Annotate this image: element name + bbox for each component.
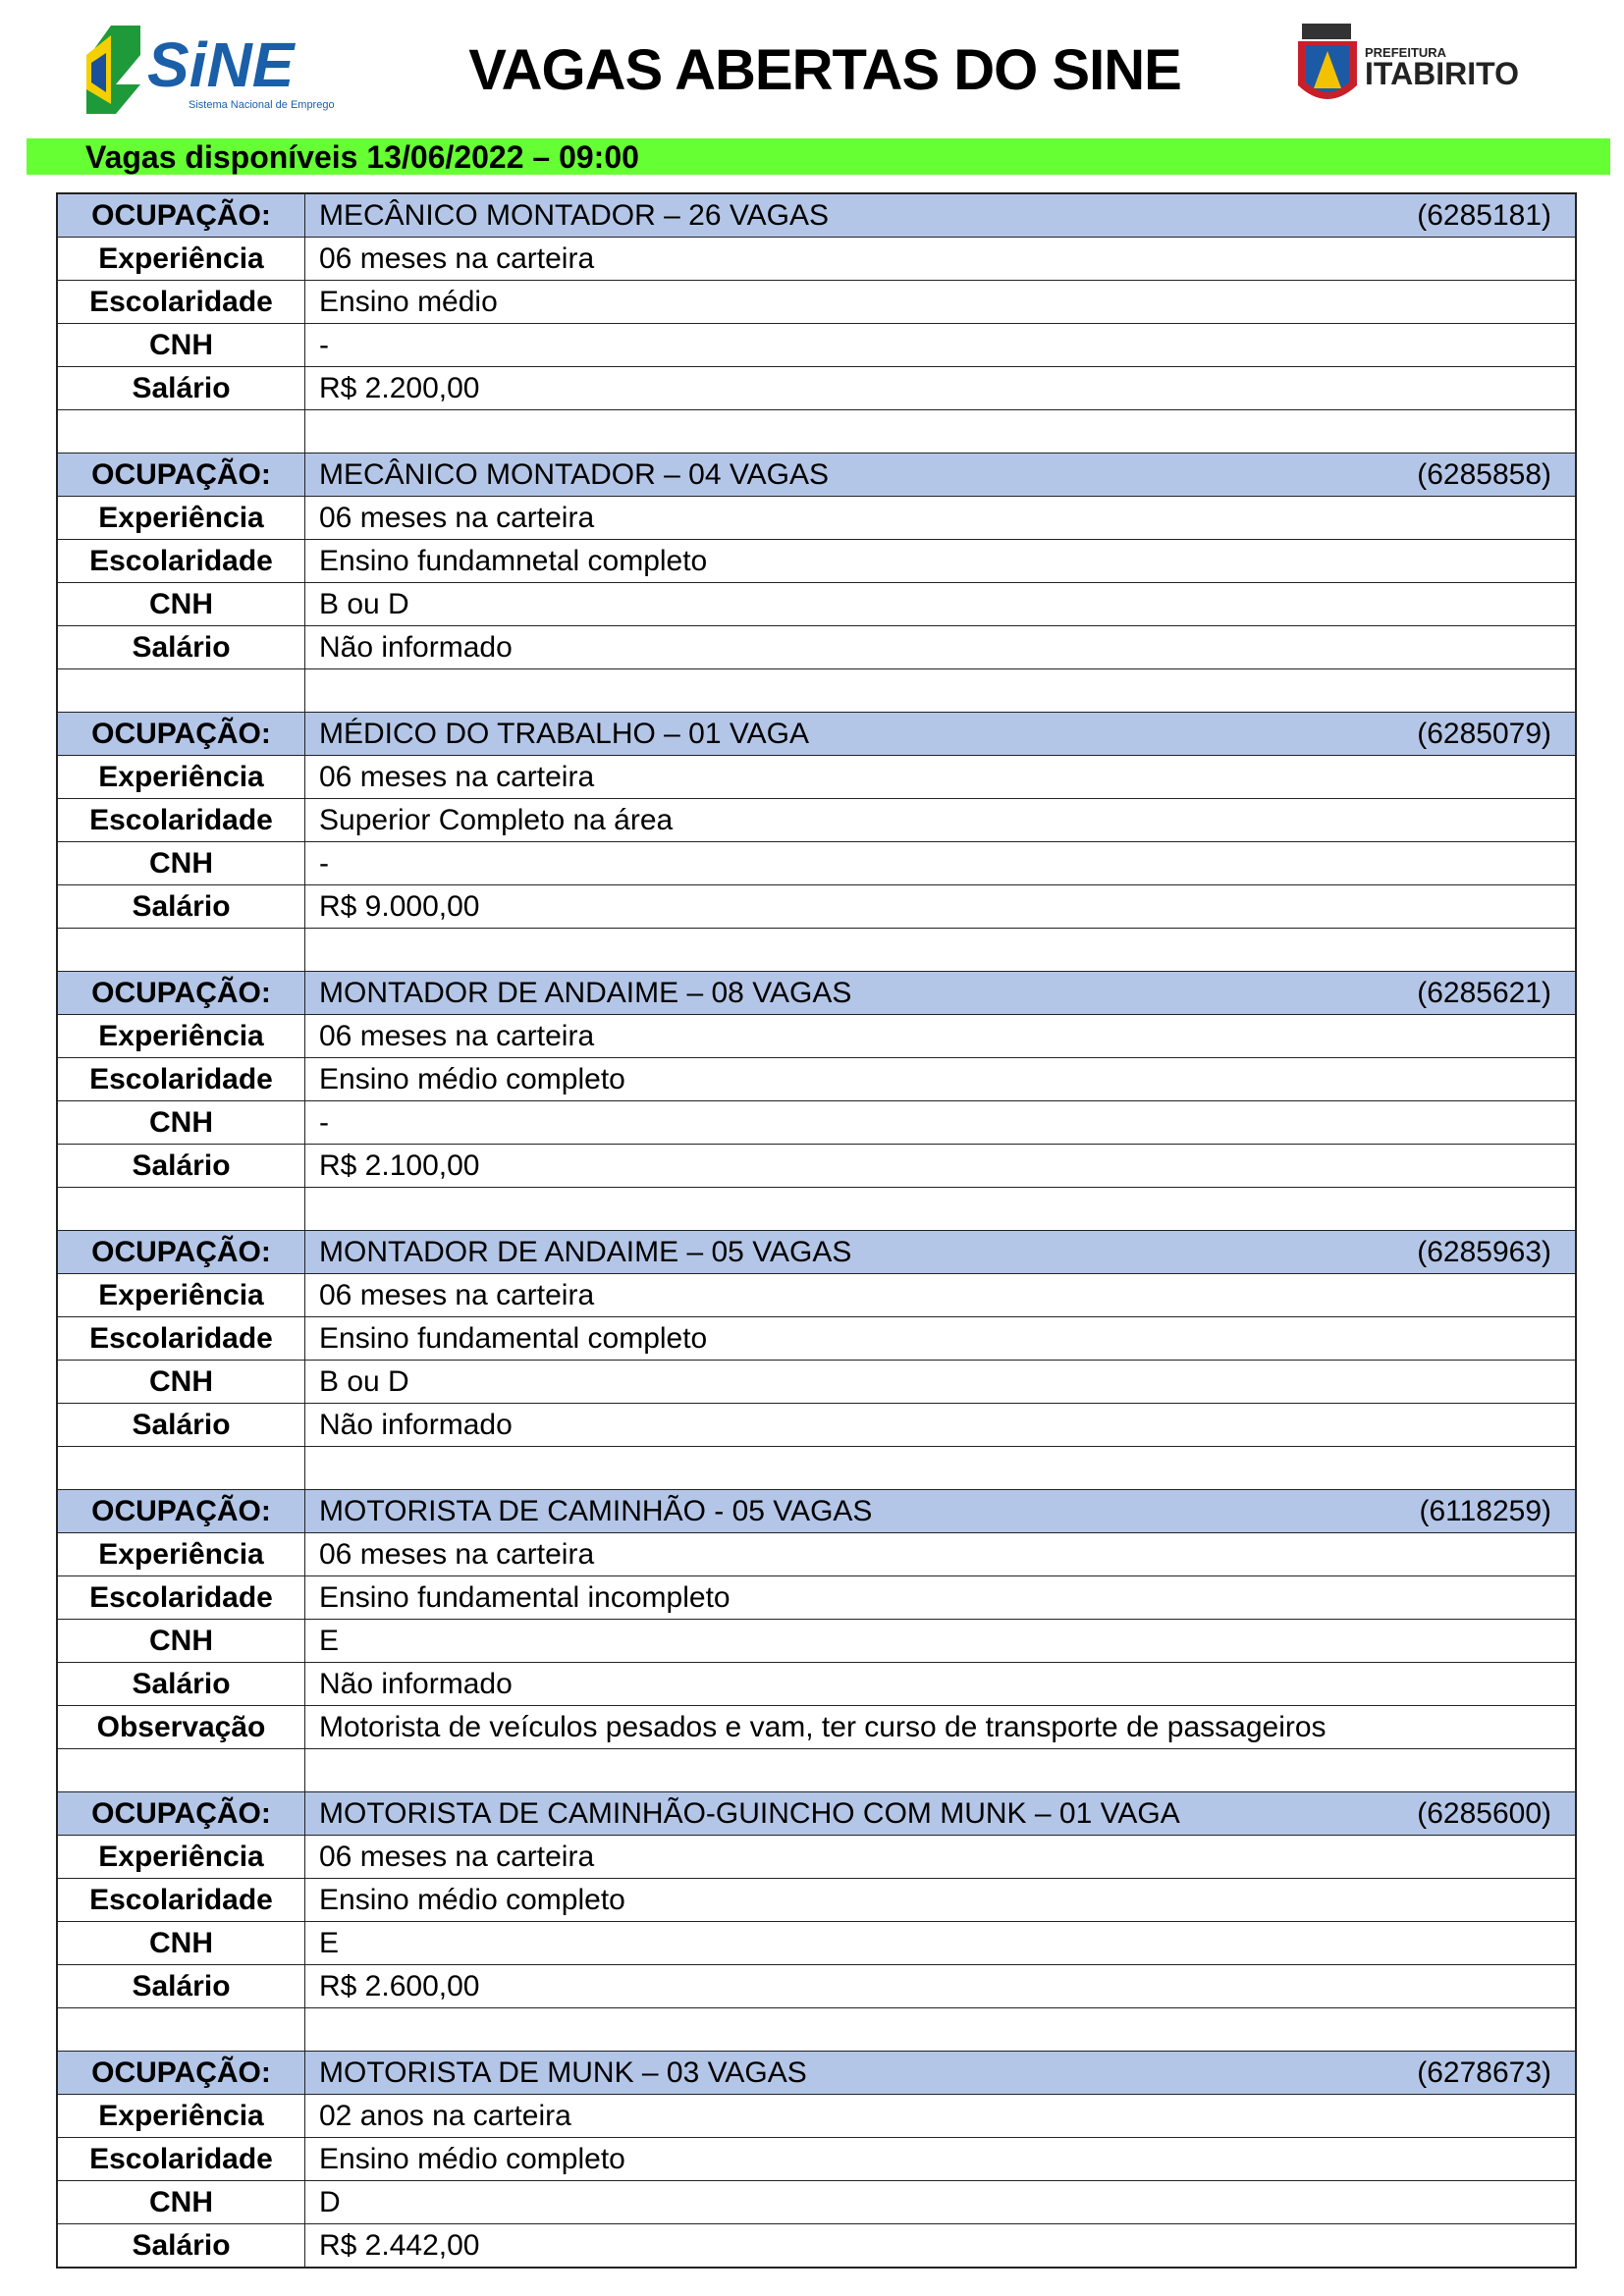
experience-value: 06 meses na carteira <box>305 1533 1577 1576</box>
experience-label: Experiência <box>57 2095 305 2138</box>
spacer-row <box>57 410 1576 454</box>
experience-value: 06 meses na carteira <box>305 497 1577 540</box>
job-occupation-row <box>57 1792 1576 1836</box>
job-license-row <box>57 583 1576 626</box>
license-value: - <box>305 842 1577 885</box>
spacer-cell <box>305 2008 1577 2052</box>
experience-value: 06 meses na carteira <box>305 238 1577 281</box>
spacer-cell <box>57 1188 305 1231</box>
svg-text:PREFEITURA: PREFEITURA <box>1365 45 1447 60</box>
job-salary-row <box>57 885 1576 929</box>
license-label: CNH <box>57 1922 305 1965</box>
experience-label: Experiência <box>57 497 305 540</box>
job-education-row <box>57 2138 1576 2181</box>
experience-value: 06 meses na carteira <box>305 1015 1577 1058</box>
salary-label: Salário <box>57 626 305 669</box>
job-occupation-row <box>57 1490 1576 1533</box>
occupation-cell <box>305 454 1577 497</box>
job-id: (6285079) <box>1417 718 1551 750</box>
sine-logo <box>86 26 361 114</box>
salary-value: Não informado <box>305 626 1577 669</box>
education-value: Ensino fundamental incompleto <box>305 1576 1577 1620</box>
availability-banner <box>27 138 1610 175</box>
job-id: (6285963) <box>1417 1236 1551 1268</box>
salary-label: Salário <box>57 1663 305 1706</box>
availability-date: Vagas disponíveis 13/06/2022 – 09:00 <box>85 139 639 175</box>
job-education-row <box>57 281 1576 324</box>
salary-value: R$ 2.442,00 <box>305 2224 1577 2269</box>
salary-value: R$ 2.200,00 <box>305 367 1577 410</box>
job-experience-row <box>57 497 1576 540</box>
occupation-cell <box>305 713 1577 756</box>
license-label: CNH <box>57 583 305 626</box>
job-title: MONTADOR DE ANDAIME – 05 VAGAS <box>319 1236 852 1268</box>
job-salary-row <box>57 1404 1576 1447</box>
job-salary-row <box>57 1145 1576 1188</box>
svg-text:SiNE: SiNE <box>147 29 295 100</box>
job-license-row <box>57 1361 1576 1404</box>
license-label: CNH <box>57 842 305 885</box>
job-id: (6278673) <box>1417 2056 1551 2089</box>
education-value: Ensino fundamnetal completo <box>305 540 1577 583</box>
experience-label: Experiência <box>57 1015 305 1058</box>
experience-value: 06 meses na carteira <box>305 1274 1577 1317</box>
salary-label: Salário <box>57 2224 305 2269</box>
experience-value: 02 anos na carteira <box>305 2095 1577 2138</box>
job-occupation-row <box>57 2052 1576 2095</box>
job-occupation-row <box>57 1231 1576 1274</box>
experience-label: Experiência <box>57 1533 305 1576</box>
job-experience-row <box>57 756 1576 799</box>
occupation-cell <box>305 193 1577 238</box>
education-label: Escolaridade <box>57 1576 305 1620</box>
occupation-cell <box>305 1231 1577 1274</box>
job-education-row <box>57 1317 1576 1361</box>
job-license-row <box>57 1922 1576 1965</box>
salary-label: Salário <box>57 885 305 929</box>
job-title: MOTORISTA DE CAMINHÃO-GUINCHO COM MUNK – 01 VAGA <box>319 1797 1180 1830</box>
experience-label: Experiência <box>57 238 305 281</box>
spacer-cell <box>305 929 1577 972</box>
salary-label: Salário <box>57 1965 305 2008</box>
salary-value: R$ 9.000,00 <box>305 885 1577 929</box>
job-education-row <box>57 1058 1576 1101</box>
spacer-cell <box>57 2008 305 2052</box>
job-id: (6285600) <box>1417 1797 1551 1830</box>
job-experience-row <box>57 238 1576 281</box>
occupation-label: OCUPAÇÃO: <box>57 972 305 1015</box>
occupation-label: OCUPAÇÃO: <box>57 1231 305 1274</box>
prefeitura-itabirito-logo <box>1296 24 1532 112</box>
note-label: Observação <box>57 1706 305 1749</box>
svg-text:Sistema Nacional de Emprego: Sistema Nacional de Emprego <box>189 99 335 111</box>
job-id: (6285858) <box>1417 458 1551 491</box>
occupation-label: OCUPAÇÃO: <box>57 1490 305 1533</box>
job-experience-row <box>57 1015 1576 1058</box>
experience-label: Experiência <box>57 1274 305 1317</box>
job-experience-row <box>57 2095 1576 2138</box>
occupation-label: OCUPAÇÃO: <box>57 713 305 756</box>
license-value: D <box>305 2181 1577 2224</box>
job-license-row <box>57 842 1576 885</box>
job-note-row <box>57 1706 1576 1749</box>
job-license-row <box>57 2181 1576 2224</box>
education-label: Escolaridade <box>57 1879 305 1922</box>
occupation-label: OCUPAÇÃO: <box>57 1792 305 1836</box>
job-salary-row <box>57 1663 1576 1706</box>
occupation-label: OCUPAÇÃO: <box>57 2052 305 2095</box>
note-value: Motorista de veículos pesados e vam, ter curso de transporte de passageiros <box>305 1706 1577 1749</box>
job-salary-row <box>57 1965 1576 2008</box>
license-label: CNH <box>57 1620 305 1663</box>
job-license-row <box>57 324 1576 367</box>
education-label: Escolaridade <box>57 540 305 583</box>
occupation-cell <box>305 1792 1577 1836</box>
job-title: MOTORISTA DE CAMINHÃO - 05 VAGAS <box>319 1495 873 1527</box>
job-occupation-row <box>57 713 1576 756</box>
education-value: Ensino médio completo <box>305 1879 1577 1922</box>
experience-value: 06 meses na carteira <box>305 1836 1577 1879</box>
svg-text:ITABIRITO: ITABIRITO <box>1365 56 1520 91</box>
spacer-cell <box>57 929 305 972</box>
license-label: CNH <box>57 1101 305 1145</box>
salary-value: Não informado <box>305 1404 1577 1447</box>
spacer-cell <box>57 1749 305 1792</box>
education-value: Ensino médio completo <box>305 2138 1577 2181</box>
occupation-cell <box>305 2052 1577 2095</box>
spacer-cell <box>305 1749 1577 1792</box>
job-experience-row <box>57 1836 1576 1879</box>
page-title: VAGAS ABERTAS DO SINE <box>468 38 1181 102</box>
spacer-cell <box>57 669 305 713</box>
job-experience-row <box>57 1274 1576 1317</box>
education-label: Escolaridade <box>57 799 305 842</box>
job-occupation-row <box>57 454 1576 497</box>
job-education-row <box>57 1576 1576 1620</box>
spacer-cell <box>305 669 1577 713</box>
job-salary-row <box>57 626 1576 669</box>
education-value: Ensino médio <box>305 281 1577 324</box>
salary-value: R$ 2.600,00 <box>305 1965 1577 2008</box>
salary-label: Salário <box>57 367 305 410</box>
salary-label: Salário <box>57 1404 305 1447</box>
education-value: Ensino médio completo <box>305 1058 1577 1101</box>
job-id: (6118259) <box>1419 1495 1551 1527</box>
education-label: Escolaridade <box>57 2138 305 2181</box>
job-listings-table <box>56 192 1577 2269</box>
spacer-row <box>57 1749 1576 1792</box>
occupation-label: OCUPAÇÃO: <box>57 193 305 238</box>
occupation-cell <box>305 1490 1577 1533</box>
job-license-row <box>57 1620 1576 1663</box>
job-occupation-row <box>57 193 1576 238</box>
salary-value: R$ 2.100,00 <box>305 1145 1577 1188</box>
license-value: E <box>305 1922 1577 1965</box>
license-value: - <box>305 324 1577 367</box>
spacer-cell <box>57 1447 305 1490</box>
job-title: MOTORISTA DE MUNK – 03 VAGAS <box>319 2056 807 2089</box>
spacer-cell <box>57 410 305 454</box>
job-license-row <box>57 1101 1576 1145</box>
experience-value: 06 meses na carteira <box>305 756 1577 799</box>
job-occupation-row <box>57 972 1576 1015</box>
job-title: MÉDICO DO TRABALHO – 01 VAGA <box>319 718 810 750</box>
job-education-row <box>57 799 1576 842</box>
license-value: E <box>305 1620 1577 1663</box>
job-title: MECÂNICO MONTADOR – 04 VAGAS <box>319 458 829 491</box>
job-title: MECÂNICO MONTADOR – 26 VAGAS <box>319 199 829 232</box>
job-id: (6285621) <box>1417 977 1551 1009</box>
salary-value: Não informado <box>305 1663 1577 1706</box>
spacer-row <box>57 669 1576 713</box>
education-label: Escolaridade <box>57 1317 305 1361</box>
spacer-row <box>57 2008 1576 2052</box>
spacer-row <box>57 929 1576 972</box>
license-label: CNH <box>57 324 305 367</box>
job-education-row <box>57 540 1576 583</box>
job-title: MONTADOR DE ANDAIME – 08 VAGAS <box>319 977 852 1009</box>
education-value: Ensino fundamental completo <box>305 1317 1577 1361</box>
experience-label: Experiência <box>57 1836 305 1879</box>
occupation-label: OCUPAÇÃO: <box>57 454 305 497</box>
spacer-row <box>57 1447 1576 1490</box>
experience-label: Experiência <box>57 756 305 799</box>
spacer-cell <box>305 1447 1577 1490</box>
job-education-row <box>57 1879 1576 1922</box>
license-value: B ou D <box>305 583 1577 626</box>
education-label: Escolaridade <box>57 1058 305 1101</box>
spacer-row <box>57 1188 1576 1231</box>
spacer-cell <box>305 410 1577 454</box>
job-id: (6285181) <box>1417 199 1551 232</box>
license-label: CNH <box>57 2181 305 2224</box>
license-value: B ou D <box>305 1361 1577 1404</box>
occupation-cell <box>305 972 1577 1015</box>
salary-label: Salário <box>57 1145 305 1188</box>
education-label: Escolaridade <box>57 281 305 324</box>
spacer-cell <box>305 1188 1577 1231</box>
license-label: CNH <box>57 1361 305 1404</box>
job-salary-row <box>57 2224 1576 2269</box>
job-salary-row <box>57 367 1576 410</box>
license-value: - <box>305 1101 1577 1145</box>
job-experience-row <box>57 1533 1576 1576</box>
education-value: Superior Completo na área <box>305 799 1577 842</box>
